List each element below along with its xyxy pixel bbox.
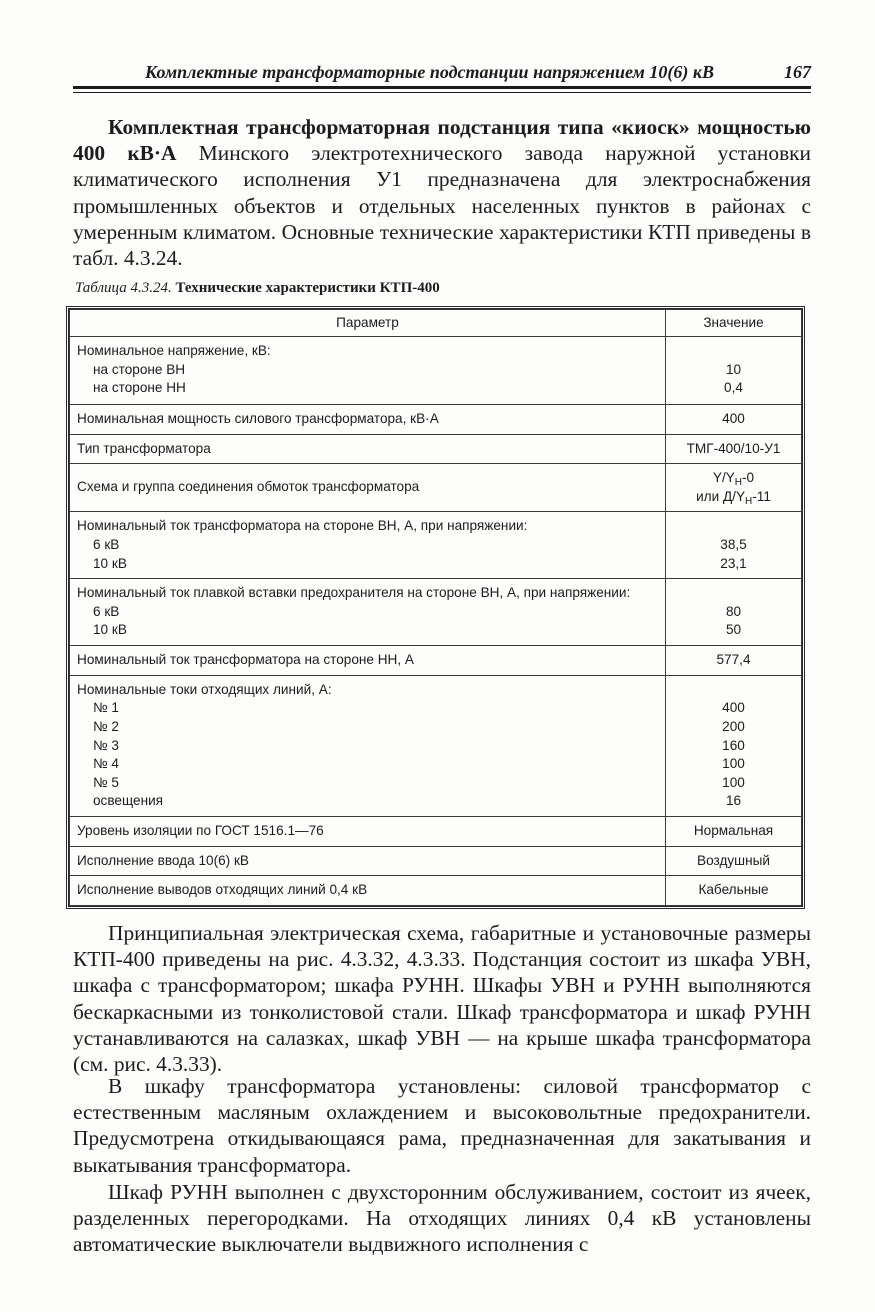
value-cell [666,337,802,405]
value: 100 [722,756,745,772]
param-sub: 10 кВ [93,555,127,571]
value: 400 [722,700,745,716]
param-cell [70,675,666,816]
table-row [70,646,802,676]
header-rule-thin [73,92,811,93]
value-cell: ТМГ-400/10-У1 [666,434,802,464]
table-row [70,337,802,405]
param-sub: на стороне НН [93,380,186,396]
table-row [70,846,802,876]
param-sub: на стороне ВН [93,361,186,377]
spec-table [69,309,802,906]
spec-table-frame [66,306,805,909]
header-rule-thick [73,86,811,89]
table-caption-label: Таблица 4.3.24. [75,280,172,296]
table-caption [75,280,440,297]
param-cell: Исполнение ввода 10(6) кВ [70,846,666,876]
value-cell [666,512,802,579]
value: 10 [725,361,742,377]
runn-paragraph: Шкаф РУНН выполнен с двухсторонним обслуживанием, состоит из ячеек, разделенных перегородками. На отходящих линиях 0,4 кВ установлены автоматические выключатели выдвижного исполнения с [73,1180,811,1257]
value: 23,1 [720,555,747,571]
page-number: 167 [784,62,811,82]
param-title: Номинальный ток плавкой вставки предохранителя на стороне ВН, А, при напряжении: [77,585,631,601]
table-header-row [70,310,802,337]
param-sub: № 5 [93,774,119,790]
value-cell: Кабельные [666,876,802,906]
param-cell [70,512,666,579]
table-caption-text: Технические характеристики КТП-400 [175,280,440,296]
param-sub: 10 кВ [93,622,127,638]
value-cell [666,675,802,816]
value-cell [666,464,802,512]
param-sub: № 2 [93,718,119,734]
schema-paragraph: Принципиальная электрическая схема, габаритные и установочные размеры КТП-400 приведены на рис. 4.3.32, 4.3.33. Подстанция состоит из шкафа УВН, шкафа с трансформатором; шкафа РУНН. Шкафы УВН и РУНН выполняются бескаркасными из тонколистовой стали. Шкаф трансформатора и шкаф РУНН устанавливаются на салазках, шкаф УВН — на крыше шкафа трансформатора (см. рис. 4.3.33). [73,921,811,1077]
table-row [70,434,802,464]
winding-group-2: или $Д/Y_Н-11$ [696,488,771,507]
param-sub: № 3 [93,737,119,753]
running-head [73,58,811,86]
intro-text: Минского электротехнического завода наружной установки климатического исполнения У1 предназначена для электроснабжения промышленных объектов и отдельных населенных пунктов в районах с умеренным климатом. Основные технические характеристики КТП приведены в табл. 4.3.24. [73,141,812,271]
param-cell: Схема и группа соединения обмоток трансформатора [70,464,666,512]
winding-group-1: $Y/Y_Н-0$ [712,470,755,489]
table-row [70,579,802,646]
intro-lead: Комплектная трансформаторная подстанция типа «киоск» мощностью 400 кВ·А [73,115,811,166]
param-sub: № 4 [93,756,119,772]
header-value: Значение [666,310,802,337]
value-cell: 400 [666,405,802,435]
header-param: Параметр [70,310,666,337]
value: 160 [722,737,745,753]
table-row [70,512,802,579]
table-row [70,675,802,816]
param-sub: освещения [93,793,164,809]
transformer-paragraph: В шкафу трансформатора установлены: силовой трансформатор с естественным масляным охлаждением и высоковольтные предохранители. Предусмотрена откидывающаяся рама, предназначенная для закатывания и выкатывания трансформатора. [73,1074,811,1177]
param-title: Номинальное напряжение, кВ: [77,343,271,358]
value: 50 [725,622,742,638]
param-cell: Уровень изоляции по ГОСТ 1516.1—76 [70,816,666,846]
param-cell: Номинальная мощность силового трансформатора, кВ·А [70,405,666,435]
intro-paragraph [73,114,811,271]
value: 0,4 [724,380,743,396]
value-cell [666,579,802,646]
param-sub: 6 кВ [93,536,120,552]
param-sub: 6 кВ [93,603,120,619]
value: 80 [725,603,742,619]
running-head-title: Комплектные трансформаторные подстанции напряжением 10(6) кВ [145,62,714,82]
value: 100 [722,774,745,790]
param-cell [70,337,666,405]
param-cell: Номинальный ток трансформатора на стороне НН, А [70,646,666,676]
param-cell [70,579,666,646]
param-cell: Исполнение выводов отходящих линий 0,4 кВ [70,876,666,906]
table-row [70,405,802,435]
param-sub: № 1 [93,700,119,716]
table-row [70,816,802,846]
value: 16 [725,793,742,809]
value-cell: Воздушный [666,846,802,876]
param-title: Номинальные токи отходящих линий, А: [77,681,332,697]
value: 38,5 [720,536,747,552]
param-title: Номинальный ток трансформатора на стороне ВН, А, при напряжении: [77,518,528,534]
value-cell: Нормальная [666,816,802,846]
table-row [70,876,802,906]
value: 200 [722,718,745,734]
param-cell: Тип трансформатора [70,434,666,464]
table-row [70,464,802,512]
value-cell: 577,4 [666,646,802,676]
